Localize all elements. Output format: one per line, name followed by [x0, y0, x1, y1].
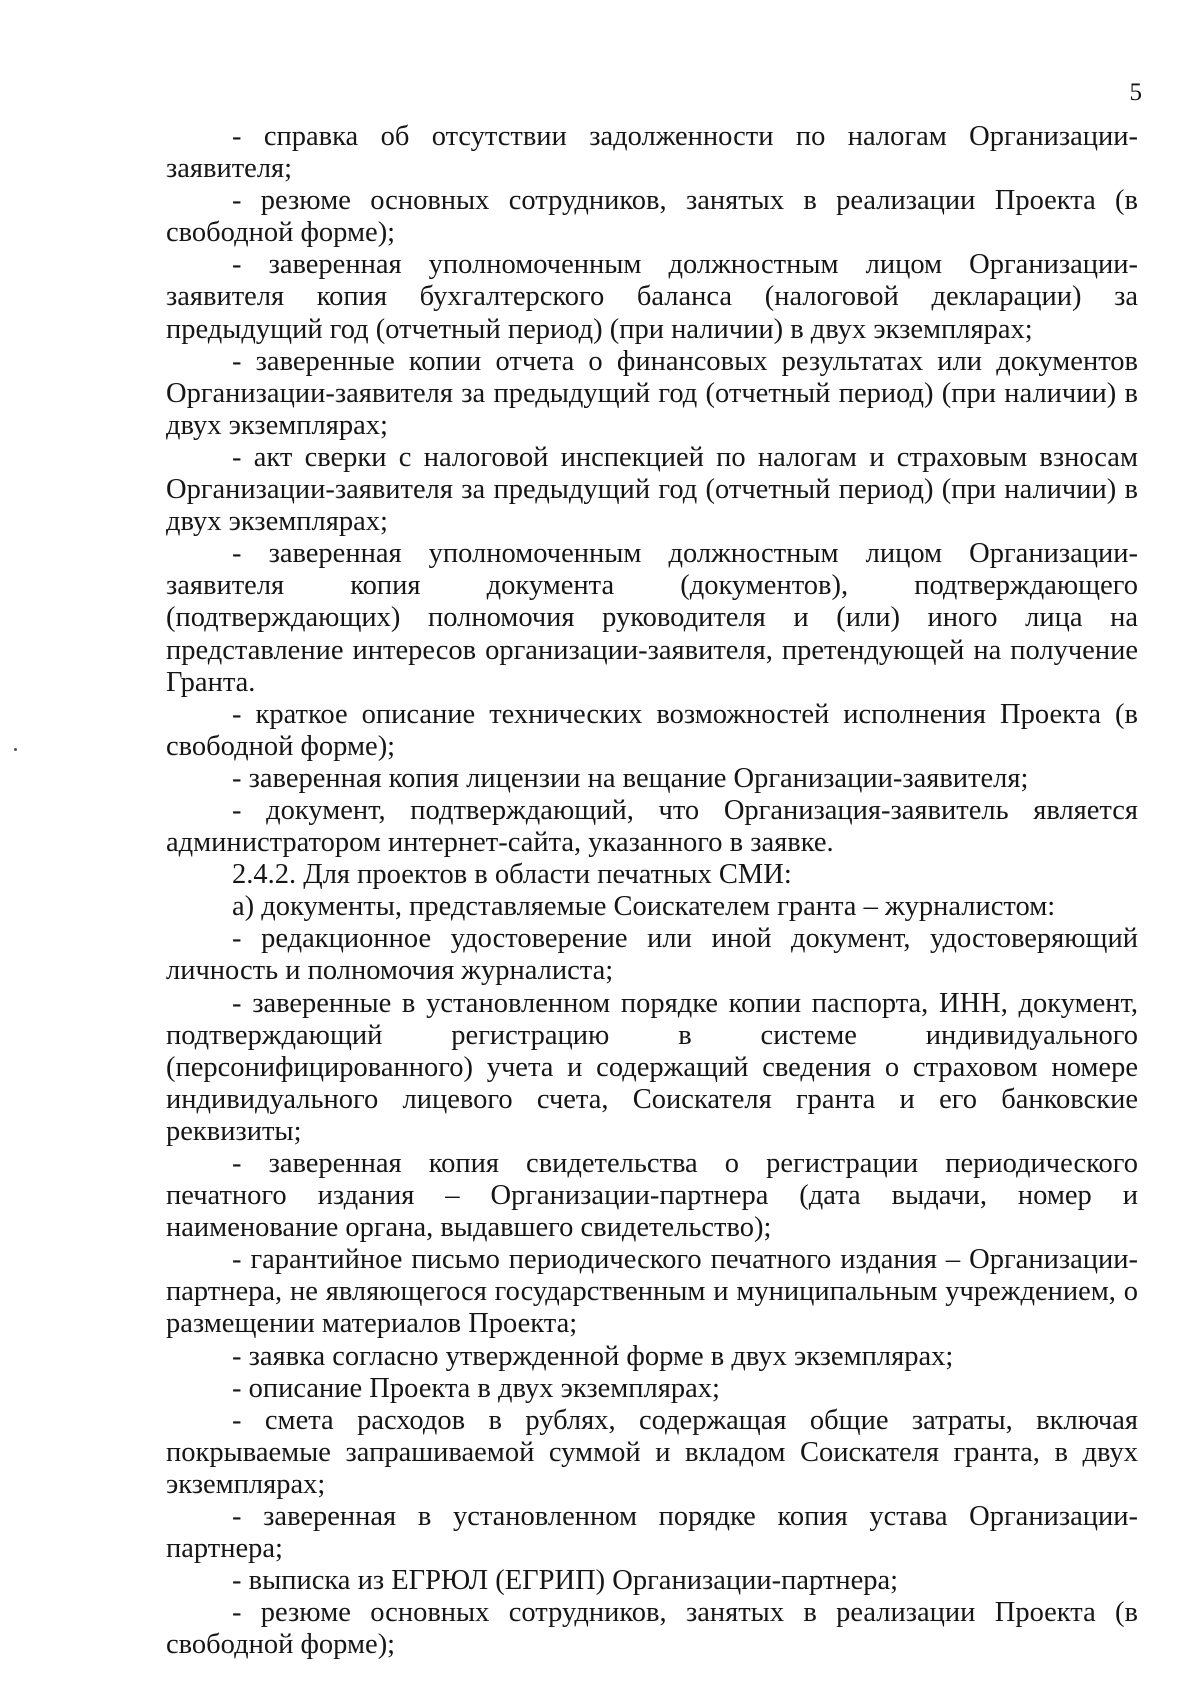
list-item-authority-documents: - заверенная уполномоченным должностным лицом Организации-заявителя копия документа (документов), подтверждающего (подтверждающих) полномочия руководителя и (или) иного лица на представление интересов организации-заявителя, претендующей на получение Гранта. — [166, 538, 1138, 698]
list-item-guarantee-letter: - гарантийное письмо периодического печатного издания – Организации-партнера, не являющегося государственным и муниципальным учреждением, о размещении материалов Проекта; — [166, 1244, 1138, 1340]
list-item-staff-resumes-partner: - резюме основных сотрудников, занятых в реализации Проекта (в свободной форме); — [166, 1597, 1138, 1661]
list-item-cost-estimate: - смета расходов в рублях, содержащая общие затраты, включая покрываемые запрашиваемой суммой и вкладом Соискателя гранта, в двух экземплярах; — [166, 1404, 1138, 1500]
list-item-registry-extract: - выписка из ЕГРЮЛ (ЕГРИП) Организации-партнера; — [232, 1565, 899, 1597]
list-item-registration-certificate: - заверенная копия свидетельства о регистрации периодического печатного издания – Организации-партнера (дата выдачи, номер и наименование органа, выдавшего свидетельство); — [166, 1148, 1138, 1244]
section-heading-print-media: 2.4.2. Для проектов в области печатных СМИ: — [232, 859, 792, 891]
list-item-staff-resumes: - резюме основных сотрудников, занятых в реализации Проекта (в свободной форме); — [166, 185, 1138, 249]
list-item-balance-sheet-copy: - заверенная уполномоченным должностным лицом Организации-заявителя копия бухгалтерского баланса (налоговой декларации) за предыдущий год (отчетный период) (при наличии) в двух экземплярах; — [166, 249, 1138, 345]
list-item-press-card: - редакционное удостоверение или иной документ, удостоверяющий личность и полномочия журналиста; — [166, 923, 1138, 987]
list-item-tax-reconciliation-act: - акт сверки с налоговой инспекцией по налогам и страховым взносам Организации-заявителя за предыдущий год (отчетный период) (при наличии) в двух экземплярах; — [166, 441, 1138, 538]
list-item-financial-results-copies: - заверенные копии отчета о финансовых результатах или документов Организации-заявителя за предыдущий год (отчетный период) (при наличии) в двух экземплярах; — [166, 345, 1138, 441]
list-item-application-form: - заявка согласно утвержденной форме в двух экземплярах; — [232, 1340, 954, 1372]
scan-speck — [14, 748, 17, 751]
document-body — [166, 121, 1138, 1662]
list-item-project-description: - описание Проекта в двух экземплярах; — [232, 1372, 720, 1404]
subsection-journalist-documents: а) документы, представляемые Соискателем гранта – журналистом: — [232, 891, 1056, 923]
list-item-charter-copy: - заверенная в установленном порядке копия устава Организации-партнера; — [166, 1501, 1138, 1565]
page-number: 5 — [1129, 79, 1142, 106]
list-item-technical-capabilities: - краткое описание технических возможностей исполнения Проекта (в свободной форме); — [166, 698, 1138, 762]
list-item-website-admin-document: - документ, подтверждающий, что Организация-заявитель является администратором интернет-сайта, указанного в заявке. — [166, 794, 1138, 859]
list-item-tax-debt-certificate: - справка об отсутствии задолженности по налогам Организации-заявителя; — [166, 121, 1138, 185]
list-item-passport-copies: - заверенные в установленном порядке копии паспорта, ИНН, документ, подтверждающий регистрацию в системе индивидуального (персонифицированного) учета и содержащий сведения о страховом номере индивидуального лицевого счета, Соискателя гранта и его банковские реквизиты; — [166, 987, 1138, 1147]
list-item-broadcast-license-copy: - заверенная копия лицензии на вещание Организации-заявителя; — [232, 762, 1029, 794]
